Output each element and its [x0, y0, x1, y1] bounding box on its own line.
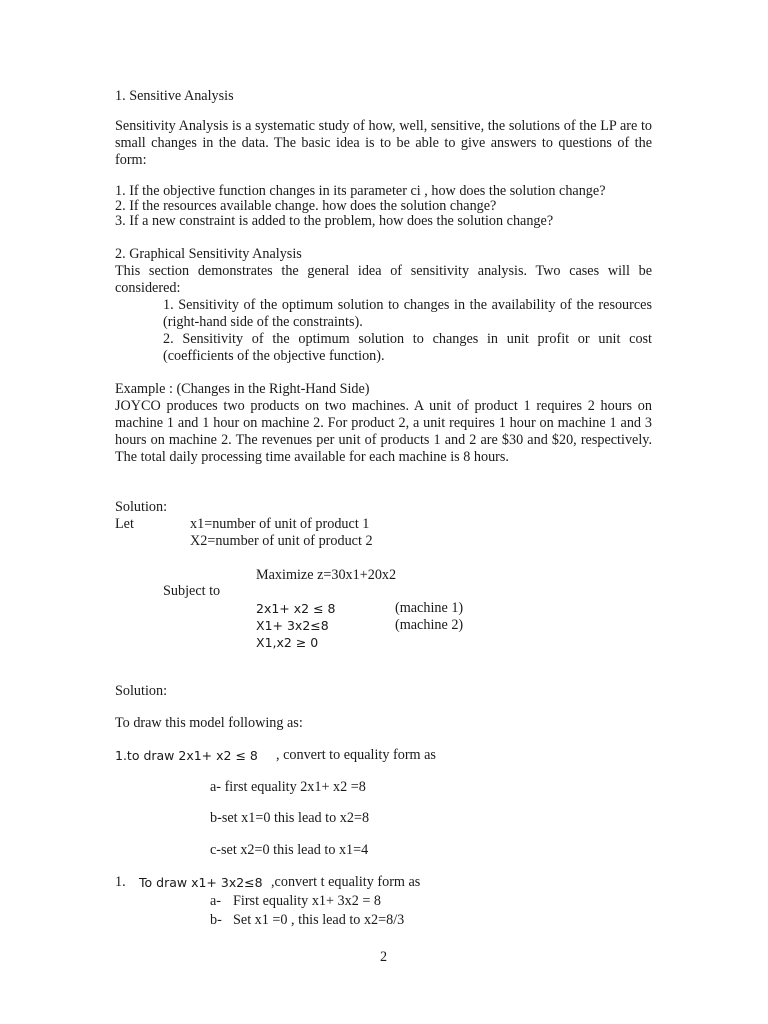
step1-a: a- first equality 2x1+ x2 =8 — [210, 779, 366, 795]
constraint-2: X1+ 3x2≤8 — [256, 618, 329, 633]
draw-intro: To draw this model following as: — [115, 715, 303, 731]
section2-intro: This section demonstrates the general idea of sensitivity analysis. Two cases will be considered: — [115, 263, 652, 296]
step2-suffix: ,convert t equality form as — [271, 874, 421, 890]
case-1: 1. Sensitivity of the optimum solution to changes in the availability of the resources (right-hand side of the constraints). — [163, 297, 652, 330]
page-number: 2 — [380, 949, 388, 965]
section1-heading: 1. Sensitive Analysis — [115, 88, 234, 104]
example-body: JOYCO produces two products on two machines. A unit of product 1 requires 2 hours on machine 1 and 1 hour on machine 2. For product 2, a unit requires 1 hour on machine 1 and 3 hours on machine 2. The revenues per unit of products 1 and 2 are $30 and $20, respectively. The total daily processing time available for each machine is 8 hours. — [115, 398, 652, 465]
solution-label-2: Solution: — [115, 683, 168, 699]
step2-b-letter: b- — [210, 912, 222, 928]
constraint-1-note: (machine 1) — [395, 600, 464, 616]
step1-prefix: 1.to draw 2x1+ x2 ≤ 8 — [115, 748, 258, 763]
objective-function: Maximize z=30x1+20x2 — [256, 567, 397, 583]
question-2: 2. If the resources available change. how does the solution change? — [115, 198, 497, 214]
step2-a-letter: a- — [210, 893, 222, 909]
solution-label: Solution: — [115, 499, 168, 515]
example-heading: Example : (Changes in the Right-Hand Side) — [115, 381, 370, 397]
step1-c: c-set x2=0 this lead to x1=4 — [210, 842, 369, 858]
let-label: Let — [115, 516, 134, 532]
subject-to-label: Subject to — [163, 583, 221, 599]
section1-intro: Sensitivity Analysis is a systematic study of how, well, sensitive, the solutions of the LP are to small changes in the data. The basic idea is to be able to give answers to questions of the form: — [115, 118, 652, 168]
section2-heading: 2. Graphical Sensitivity Analysis — [115, 246, 302, 262]
step1-b: b-set x1=0 this lead to x2=8 — [210, 810, 370, 826]
constraint-1: 2x1+ x2 ≤ 8 — [256, 601, 336, 616]
case-2: 2. Sensitivity of the optimum solution to changes in unit profit or unit cost (coefficients of the objective function). — [163, 331, 652, 364]
step1-suffix: , convert to equality form as — [276, 747, 436, 763]
step2-prefix: To draw x1+ 3x2≤8 — [139, 875, 263, 890]
variable-x2: X2=number of unit of product 2 — [190, 533, 373, 549]
question-3: 3. If a new constraint is added to the problem, how does the solution change? — [115, 213, 554, 229]
step2-b: Set x1 =0 , this lead to x2=8/3 — [233, 912, 405, 928]
step2-a: First equality x1+ 3x2 = 8 — [233, 893, 382, 909]
question-1: 1. If the objective function changes in its parameter ci , how does the solution change? — [115, 183, 606, 199]
constraint-2-note: (machine 2) — [395, 617, 464, 633]
variable-x1: x1=number of unit of product 1 — [190, 516, 370, 532]
constraint-nonneg: X1,x2 ≥ 0 — [256, 635, 319, 650]
step2-number: 1. — [115, 874, 126, 890]
